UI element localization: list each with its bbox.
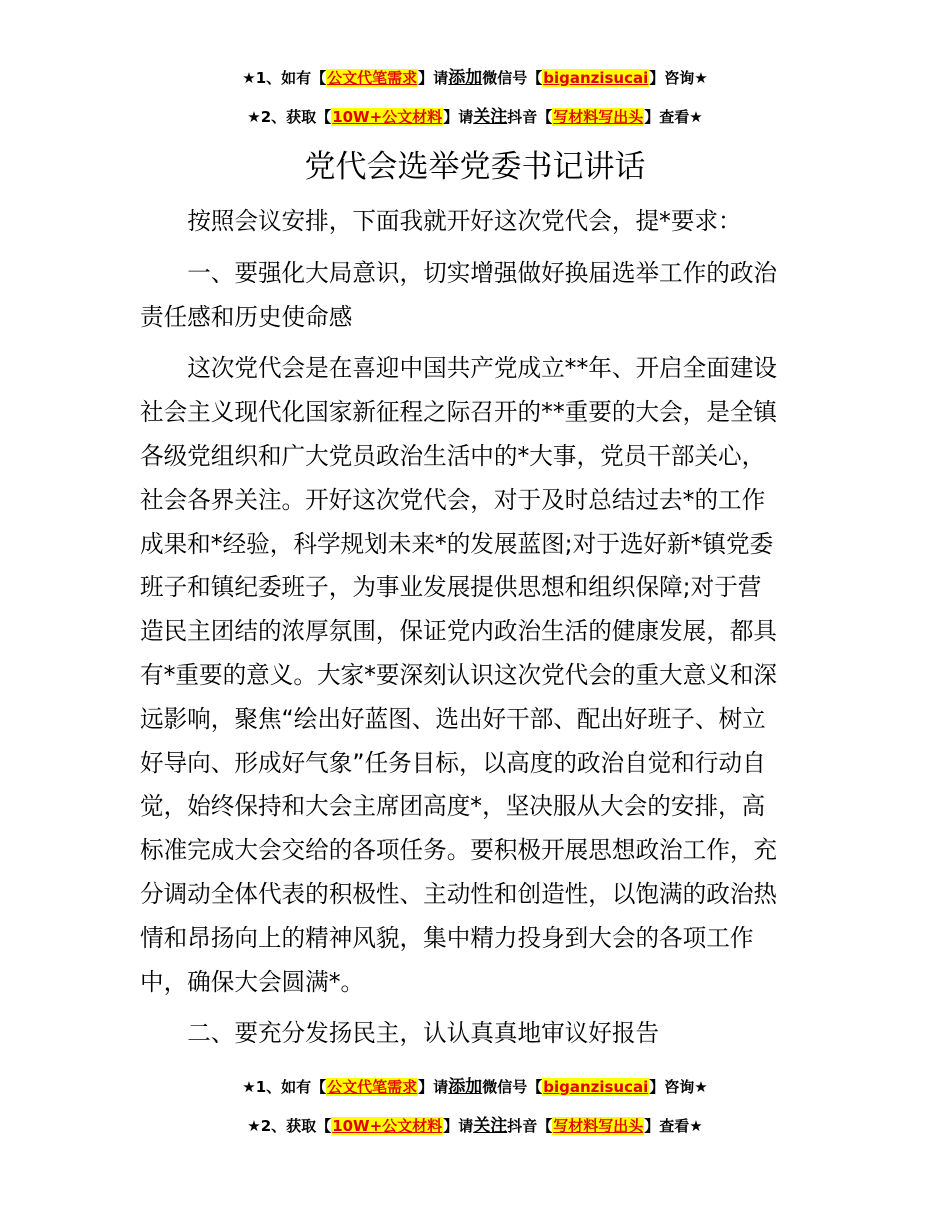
paragraph-line: 这次党代会是在喜迎中国共产党成立**年、开启全面建设: [187, 354, 778, 383]
paragraph-line: 班子和镇纪委班子，为事业发展提供思想和组织保障;对于营: [140, 573, 762, 602]
promo-douyin-id: 写材料写出头: [553, 1117, 644, 1135]
promo-line-2: [0, 106, 950, 128]
section-heading-1: [140, 252, 812, 340]
promo-text: 】咨询★: [649, 69, 708, 87]
paragraph-line: 中，确保大会圆满*。: [140, 967, 365, 996]
promo-text: ★1、如有【: [242, 1078, 327, 1096]
promo-text: 】查看★: [644, 108, 703, 126]
paragraph-line: 好导向、形成好气象”任务目标，以高度的政治自觉和行动自: [140, 748, 766, 777]
promo-text: 】请: [443, 1117, 474, 1135]
promo-underline: 关注: [473, 1116, 508, 1136]
promo-text: 微信号【: [482, 69, 543, 87]
promo-underline: 关注: [473, 107, 508, 127]
promo-douyin-id: 写材料写出头: [553, 108, 644, 126]
document-title: 党代会选举党委书记讲话: [304, 149, 646, 185]
paragraph-line: 造民主团结的浓厚氛围，保证党内政治生活的健康发展，都具: [140, 617, 778, 646]
body-paragraph-1: [140, 347, 812, 1004]
paragraph-line: 社会主义现代化国家新征程之际召开的**重要的大会，是全镇: [140, 398, 778, 427]
promo-underline: 添加: [448, 1077, 483, 1097]
promo-wechat-id: biganzisucai: [543, 69, 649, 87]
promo-highlight: 公文代笔需求: [327, 69, 418, 87]
promo-line-1-footer: [0, 1076, 950, 1098]
promo-text: 】咨询★: [649, 1078, 708, 1096]
promo-text: 微信号【: [482, 1078, 543, 1096]
paragraph-line: 远影响，聚焦“绘出好蓝图、选出好干部、配出好班子、树立: [140, 704, 766, 733]
paragraph-line: 标准完成大会交给的各项任务。要积极开展思想政治工作，充: [140, 836, 778, 865]
heading-line: 一、要强化大局意识，切实增强做好换届选举工作的政治: [187, 258, 778, 287]
paragraph-line: 社会各界关注。开好这次党代会，对于及时总结过去*的工作: [140, 485, 766, 514]
promo-underline: 添加: [448, 68, 483, 88]
paragraph-line: 分调动全体代表的积极性、主动性和创造性，以饱满的政治热: [140, 879, 778, 908]
promo-text: 抖音【: [507, 1117, 553, 1135]
promo-line-1: [0, 67, 950, 89]
promo-text: 抖音【: [507, 108, 553, 126]
promo-text: 】请: [443, 108, 474, 126]
promo-text: ★2、获取【: [247, 1117, 332, 1135]
heading-line: 责任感和历史使命感: [140, 302, 353, 331]
promo-highlight: 10W+公文材料: [332, 1117, 443, 1135]
paragraph-line: 有*重要的意义。大家*要深刻认识这次党代会的重大意义和深: [140, 660, 778, 689]
promo-line-2-footer: [0, 1115, 950, 1137]
promo-text: ★2、获取【: [247, 108, 332, 126]
paragraph-line: 成果和*经验，科学规划未来*的发展蓝图;对于选好新*镇党委: [140, 529, 774, 558]
promo-text: 】请: [418, 69, 449, 87]
section-heading-2: 二、要充分发扬民主，认认真真地审议好报告: [187, 1019, 660, 1048]
paragraph-line: 各级党组织和广大党员政治生活中的*大事，党员干部关心，: [140, 441, 766, 470]
promo-text: 】查看★: [644, 1117, 703, 1135]
document-body: [140, 200, 812, 1056]
promo-highlight: 公文代笔需求: [327, 1078, 418, 1096]
promo-text: 】请: [418, 1078, 449, 1096]
intro-paragraph: 按照会议安排，下面我就开好这次党代会，提*要求：: [187, 207, 742, 235]
paragraph-line: 情和昂扬向上的精神风貌，集中精力投身到大会的各项工作: [140, 923, 754, 952]
promo-highlight: 10W+公文材料: [332, 108, 443, 126]
paragraph-line: 觉，始终保持和大会主席团高度*，坚决服从大会的安排，高: [140, 792, 766, 821]
promo-text: ★1、如有【: [242, 69, 327, 87]
promo-wechat-id: biganzisucai: [543, 1078, 649, 1096]
